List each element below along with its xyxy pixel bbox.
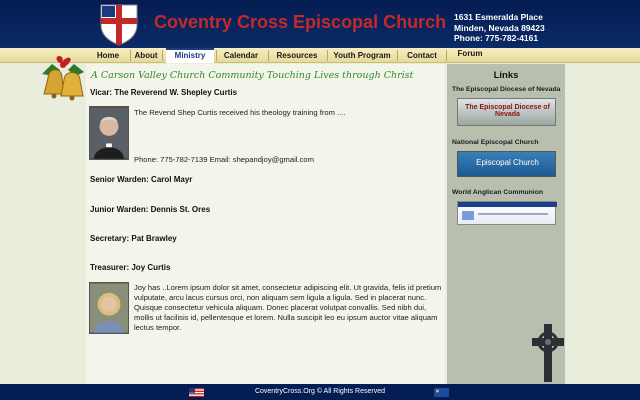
nav-resources[interactable]: Resources xyxy=(276,51,318,60)
church-address xyxy=(454,12,545,44)
nav-divider xyxy=(446,50,447,61)
junior-warden: Junior Warden: Dennis St. Ores xyxy=(90,205,211,214)
nav-youth-program[interactable]: Youth Program xyxy=(333,51,391,60)
address-city: Minden, Nevada 89423 xyxy=(454,22,545,33)
nav-home[interactable]: Home xyxy=(96,51,120,60)
site-title[interactable]: Coventry Cross Episcopal Church xyxy=(154,12,447,32)
vicar-bio: The Revend Shep Curtis received his theology training from .... xyxy=(134,108,346,117)
nav-divider xyxy=(397,50,398,61)
treasurer-bio: Joy has ..Lorem ipsum dolor sit amet, consectetur adipiscing elit. Ut gravida, felis id pretium vulputate, arcu lacus cursus orci, non aliquam sem ligula a ligula. Sed in placerat nunc. Quisque consectetur vehicula aliquam. Donec placerat volutpat convallis. Sed nibh dui, mollis ut facilisis id, pellentesque et lorem. Nulla suscipit leo eu ipsum auctor vitae aliquam lectus tempor. xyxy=(134,283,442,332)
episcopal-shield-logo[interactable] xyxy=(99,3,139,46)
nav-divider xyxy=(327,50,328,61)
link-label-anglican[interactable]: World Anglican Communion xyxy=(452,189,543,196)
vicar-heading: Vicar: The Reverend W. Shepley Curtis xyxy=(90,88,238,97)
treasurer-photo xyxy=(89,282,129,334)
vicar-photo xyxy=(89,106,129,160)
nav-calendar[interactable]: Calendar xyxy=(223,51,259,60)
vicar-contact: Phone: 775-782-7139 Email: shepandjoy@gmail.com xyxy=(134,155,314,164)
treasurer-heading: Treasurer: Joy Curtis xyxy=(90,263,171,272)
church-tagline: A Carson Valley Church Community Touching Lives through Christ xyxy=(91,70,414,81)
national-banner-text: Episcopal Church xyxy=(476,158,539,167)
nav-divider xyxy=(162,50,163,61)
link-label-national[interactable]: National Episcopal Church xyxy=(452,139,539,146)
nav-ministry[interactable]: Ministry xyxy=(166,48,214,63)
national-episcopal-link[interactable] xyxy=(457,151,556,177)
anglican-communion-link[interactable] xyxy=(457,201,556,225)
links-title: Links xyxy=(493,70,519,81)
footer-copyright: CoventryCross.Org © All Rights Reserved xyxy=(254,388,386,395)
nav-about[interactable]: About xyxy=(134,51,158,60)
celtic-cross-icon xyxy=(528,322,568,384)
anglican-banner-stripe xyxy=(458,202,557,207)
anglican-banner-image xyxy=(462,211,474,220)
diocese-nevada-link[interactable] xyxy=(457,98,556,126)
christmas-bells-icon xyxy=(36,52,92,108)
address-street: 1631 Esmeralda Place xyxy=(454,12,543,22)
nevada-flag-icon xyxy=(434,388,449,397)
secretary: Secretary: Pat Brawley xyxy=(90,234,177,243)
senior-warden: Senior Warden: Carol Mayr xyxy=(90,175,193,184)
nav-forum[interactable]: Forum xyxy=(457,49,483,58)
nav-divider xyxy=(268,50,269,61)
anglican-banner-line xyxy=(478,213,548,215)
nav-contact[interactable]: Contact xyxy=(407,51,437,60)
link-label-diocese[interactable]: The Episcopal Diocese of Nevada xyxy=(452,86,561,93)
address-phone: Phone: 775-782-4161 xyxy=(454,33,539,43)
diocese-banner-text: The Episcopal Diocese of Nevada xyxy=(465,104,550,118)
nav-divider xyxy=(216,50,217,61)
